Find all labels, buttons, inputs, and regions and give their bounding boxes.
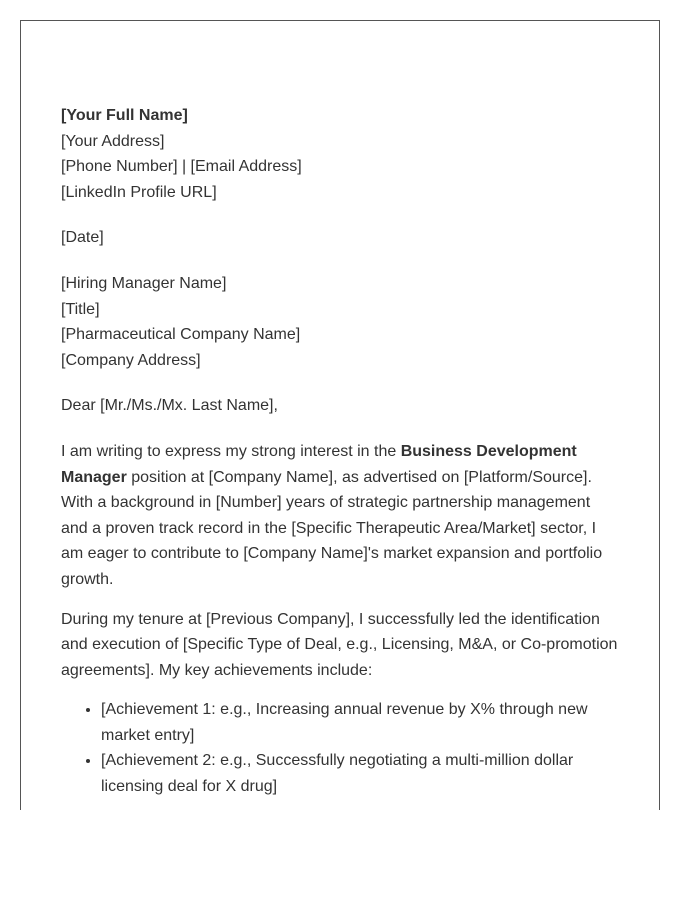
sender-linkedin: [LinkedIn Profile URL] — [61, 183, 217, 201]
experience-paragraph: During my tenure at [Previous Company], I successfully led the identification and execution of [Specific Type of Deal, e.g., Licensing, M&A, or Co-promotion agreements]. My key achievements include: — [61, 610, 618, 679]
letter-date: [Date] — [61, 229, 104, 247]
recipient-block — [61, 271, 621, 373]
date-block — [61, 225, 621, 251]
role-title: Business Development Manager — [61, 442, 577, 486]
letter-page — [20, 20, 660, 810]
recipient-name: [Hiring Manager Name] — [61, 274, 227, 292]
achievement-item: • [Achievement 1: e.g., Increasing annual revenue by X% through new market entry] — [101, 697, 621, 748]
sender-address: [Your Address] — [61, 132, 165, 150]
intro-paragraph — [61, 439, 621, 593]
intro-text-after: position at [Company Name], as advertised on [Platform/Source]. With a background in [Number] years of strategic partnership management and a proven track record in the [Specific Therapeutic Area/Market] sector, I am eager to contribute to [Company Name]'s market expansion and portfolio growth. — [61, 468, 603, 588]
recipient-company: [Pharmaceutical Company Name] — [61, 326, 301, 344]
sender-block — [61, 103, 621, 205]
sender-name: [Your Full Name] — [61, 107, 188, 124]
salutation: Dear [Mr./Ms./Mx. Last Name], — [61, 397, 278, 415]
recipient-title: [Title] — [61, 300, 100, 318]
intro-text-before: I am writing to express my strong interest in the — [61, 442, 401, 460]
recipient-address: [Company Address] — [61, 351, 201, 369]
salutation-block — [61, 393, 621, 419]
achievements-list — [61, 697, 621, 799]
sender-contact: [Phone Number] | [Email Address] — [61, 158, 302, 176]
letter-content — [61, 103, 621, 800]
achievement-item: • [Achievement 2: e.g., Successfully negotiating a multi-million dollar licensing deal for X drug] — [101, 748, 621, 799]
